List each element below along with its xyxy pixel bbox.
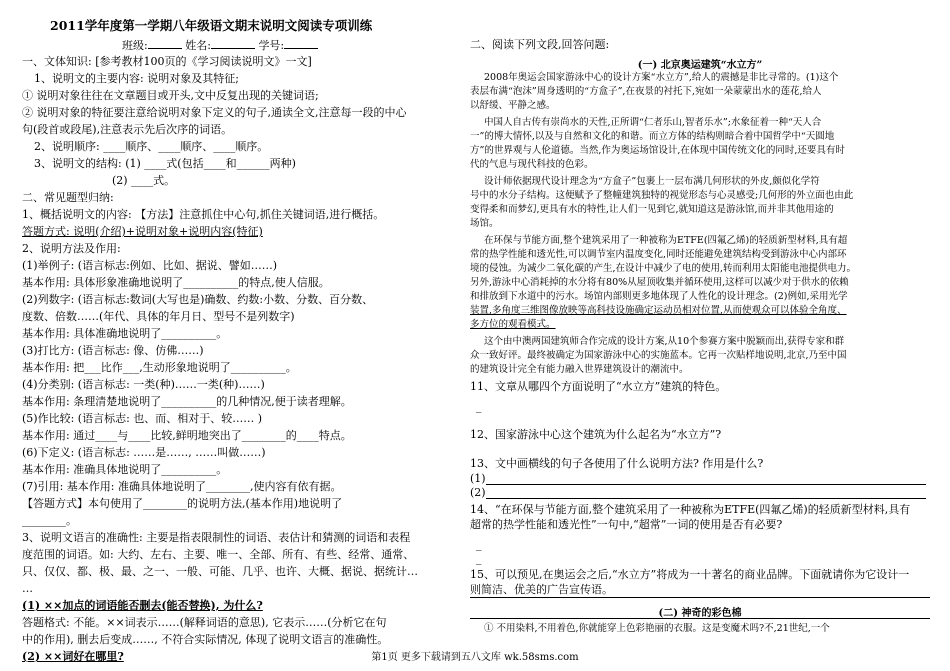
passage-line: ① 不用染料,不用着色,你就能穿上色彩艳丽的衣服。这是变魔术吗?不,21世纪,一个 [484, 623, 830, 634]
question-heading: (1) ××加点的词语能否删去(能否替换), 为什么? [22, 599, 263, 612]
question-14-cont: 超常的热学性能和透光性”一句中,“超常”一词的使用是否有必要? [470, 518, 783, 531]
doc-line: 一、文体知识: [参考教材100页的《学习阅读说明文》一文] [22, 55, 312, 68]
question-heading: (2) ××词好在哪里? [22, 650, 124, 663]
page-title: 2011学年度第一学期八年级语文期末说明文阅读专项训练 [50, 18, 373, 33]
passage-line: 变得柔和而梦幻,更具有水的特性,让人们一见到它,就知道这是游泳馆,而并非其他用途的 [470, 204, 834, 215]
passage-line: 号中的水分子结构。这便赋予了整幢建筑独特的视觉形态与心灵感受;几何形的外立面也由此 [470, 190, 854, 201]
doc-line: 中的作用), 删去后变成……, 不符合实际情况, 体现了说明文语言的准确性。 [22, 633, 389, 646]
passage-line: 一”的博大情怀,以及与自然和文化的和谐。而立方体的结构则暗合着中国哲学中“天圆地 [470, 131, 835, 142]
doc-line: (5)作比较: (语言标志: 也、而、相对于、较…… ) [22, 412, 263, 425]
passage-line: 2008年奥运会国家游泳中心的设计方案“水立方”,给人的震撼是非比寻常的。(1)这个 [484, 72, 839, 83]
number-label: 学号: [258, 39, 285, 52]
class-label: 班级: [122, 39, 148, 52]
question-12: 12、国家游泳中心这个建筑为什么起名为“水立方”? [470, 428, 722, 441]
doc-line: 基本作用: 准确具体地说明了__________。 [22, 463, 228, 476]
doc-line: 基本作用: 条理清楚地说明了__________的几种情况,便于读者理解。 [22, 395, 352, 408]
passage-line: 表层布满“泡沫”周身透明的“方盒子”,在夜景的衬托下,宛如一朵蒙蒙出水的莲花,给人 [470, 86, 822, 97]
passage-line: 众一致好评。最终被确定为国家游泳中心的实施蓝本。它再一次贴样地说明,北京,乃至中国 [470, 350, 847, 361]
doc-line: 基本作用: 把___比作___,生动形象地说明了__________。 [22, 361, 297, 374]
passage-line: 方”的世界观与人伦道德。当然,作为奥运场馆设计,在体现中国传统文化的同时,还要具有时 [470, 145, 845, 156]
question-15: 15、可以预见,在奥运会之后,“水立方”将成为一十著名的商业品牌。下面就请你为它设计一 [470, 568, 910, 581]
doc-line: 2、说明顺序: ____顺序、____顺序、____顺序。 [34, 140, 269, 153]
doc-line: (6)下定义: (语言标志: ……是……, ……叫做……) [22, 446, 266, 459]
answer-mark: _ [476, 538, 482, 551]
doc-line: 1、概括说明文的内容: 【方法】注意抓住中心句,抓住关键词语,进行概括。 [22, 208, 385, 221]
answer-mark: _ [476, 400, 482, 413]
passage-line: 场馆。 [470, 218, 499, 229]
passage-line: 代的气息与现代科技的色彩。 [470, 159, 594, 170]
answer-line-2[interactable] [486, 498, 926, 499]
answer-label-2: (2) [470, 486, 486, 499]
underlined-passage-line: 装置,多角度三维图像放映等高科技设施确定运动员相对位置,从而使观众可以体验全角度、 [470, 305, 847, 316]
answer-line-1[interactable] [486, 484, 926, 485]
doc-line: ② 说明对象的特征要注意给说明对象下定义的句子,通读全文,注意每一段的中心 [22, 106, 407, 119]
number-field[interactable] [284, 38, 318, 49]
doc-line: 度范围的词语。如: 大约、左右、主要、唯一、全部、所有、有些、经常、通常、 [22, 548, 415, 561]
doc-line: (7)引用: 基本作用: 准确具体地说明了________,使内容有依有据。 [22, 480, 342, 493]
section-heading: 二、常见题型归纳: [22, 191, 114, 204]
passage-line: 中国人自古传有崇尚水的天性,正所谓“仁者乐山,智者乐水”;水象征着一种“天人合 [484, 117, 822, 128]
passage-line: 的建筑设计完全有能力融入世界建筑设计的潮流中。 [470, 364, 689, 375]
name-field[interactable] [211, 38, 255, 49]
question-15-cont: 则简洁、优美的广告宣传语。 [470, 583, 613, 596]
question-13: 13、文中画横线的句子各使用了什么说明方法? 作用是什么? [470, 457, 764, 470]
doc-line: (1)举例子: (语言标志:例如、比如、据说、譬如……) [22, 259, 278, 272]
reading-section-title: 二、阅读下列文段,回答问题: [470, 38, 610, 51]
doc-line: (2) ____式。 [112, 174, 176, 187]
passage-2-title: (二) 神奇的彩色棉 [658, 608, 742, 619]
doc-line: 只、仅仅、都、极、最、之一、一般、可能、几乎、也许、大概、据说、据统计… [22, 565, 418, 578]
passage-line: 境的侵蚀。为减少二氧化碳的产生,在设计中减少了电的使用,转而利用太阳能电池提供电力。 [470, 263, 857, 274]
doc-line: 度数、倍数……(年代、具体的年月日、型号不是列数字) [22, 310, 295, 323]
doc-line: (2)列数字: (语言标志:数词(大写也是)确数、约数:小数、分数、百分数、 [22, 293, 374, 306]
doc-line: ________。 [22, 514, 77, 527]
doc-line: 基本作用: 通过____与____比较,鲜明地突出了________的____特点。 [22, 429, 352, 442]
doc-line: 基本作用: 具体形象准确地说明了__________的特点,使人信服。 [22, 276, 330, 289]
doc-line: 基本作用: 具体准确地说明了__________。 [22, 327, 228, 340]
page-footer: 第1页 更多下载请到五八文库 wk.58sms.com [371, 652, 579, 663]
passage-line: 常的热学性能和透光性,可以调节室内温度变化,同时还能避免建筑结构受到游泳中心内部环 [470, 249, 847, 260]
passage-line: 这个由中澳两国建筑师合作完成的设计方案,从10个参赛方案中脱颖而出,获得专家和群 [484, 336, 845, 347]
doc-line: 3、说明文语言的准确性: 主要是指表限制性的词语、表估计和猜测的词语和表程 [22, 531, 411, 544]
name-label: 姓名: [185, 39, 211, 52]
passage-line: 以舒缓、平静之感。 [470, 100, 556, 111]
divider [470, 618, 930, 619]
question-14: 14、“在环保与节能方面,整个建筑采用了一种被称为ETFE(四氟乙烯)的轻质新型材料,具有 [470, 503, 911, 516]
doc-line: 1、说明文的主要内容: 说明对象及其特征; [34, 72, 239, 85]
doc-line: ① 说明对象往往在文章题目或开头,文中反复出现的关键词语; [22, 89, 319, 102]
passage-line: 设计师依据现代设计理念为“方盒子”包裹上一层布满几何形状的外皮,颇似化学符 [484, 176, 820, 187]
student-info-line [122, 38, 318, 52]
answer-format-line: 答题格式: 不能。××词表示……(解释词语的意思), 它表示……(分析它在句 [22, 616, 387, 629]
doc-line: (4)分类别: (语言标志: 一类(种)……一类(种)……) [22, 378, 265, 391]
doc-line: 3、说明文的结构: (1) ____式(包括____和______两种) [34, 157, 296, 170]
doc-line: (3)打比方: (语言标志: 像、仿佛……) [22, 344, 204, 357]
answer-format-line: 答题方式: 说明(介绍)+说明对象+说明内容(特征) [22, 225, 263, 238]
passage-line: 另外,游泳中心消耗掉的水分将有80%从屋顶收集并循环使用,这样可以减少对于供水的依赖 [470, 277, 849, 288]
answer-mark: _ [476, 552, 482, 565]
divider [470, 597, 930, 598]
answer-label-1: (1) [470, 472, 486, 485]
passage-1-title: (一) 北京奥运建筑“水立方” [637, 60, 763, 71]
doc-line: 2、说明方法及作用: [22, 242, 121, 255]
doc-line: 句(段首或段尾),注意表示先后次序的词语。 [22, 123, 233, 136]
passage-line: 在环保与节能方面,整个建筑采用了一种被称为ETFE(四氟乙烯)的轻质新型材料,具有超 [484, 235, 848, 246]
class-field[interactable] [148, 38, 182, 49]
question-11: 11、文章从哪四个方面说明了“水立方”建筑的特色。 [470, 380, 727, 393]
answer-format-line: 【答题方式】本句使用了________的说明方法,(基本作用)地说明了 [22, 497, 343, 510]
underlined-passage-line: 多方位的观看模式。 [470, 319, 556, 330]
doc-line: … [22, 582, 33, 595]
passage-line: 和排放到下水道中的污水。场馆内部则更多地体现了人性化的设计理念。(2)例如,采用光学 [470, 291, 848, 302]
